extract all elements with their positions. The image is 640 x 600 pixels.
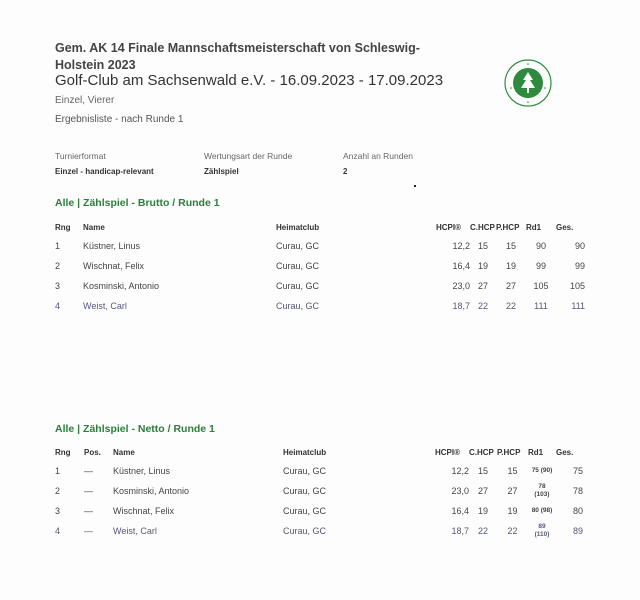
table-row: [55, 481, 583, 501]
total: 89: [572, 526, 583, 536]
table-row: [55, 276, 585, 296]
home-club: Curau, GC: [283, 466, 327, 476]
home-club: Curau, GC: [283, 526, 327, 536]
total: 80: [572, 506, 583, 516]
meta-scoring-label: Wertungsart der Runde: [204, 151, 293, 161]
col-club: Heimatclub: [276, 222, 320, 232]
rd1: [528, 521, 556, 541]
rank: 2: [55, 261, 61, 271]
chcp: 15: [477, 466, 488, 476]
results-subtitle: Ergebnisliste - nach Runde 1: [55, 114, 184, 125]
stray-mark: [414, 185, 416, 187]
home-club: Curau, GC: [276, 261, 320, 271]
position-change: —: [84, 466, 93, 476]
col-rd1: Rd1: [528, 447, 544, 457]
position-change: —: [84, 506, 93, 516]
chcp: 22: [477, 301, 488, 311]
table-row: [55, 521, 583, 541]
phcp: 27: [505, 281, 516, 291]
hcpi: 18,7: [451, 526, 469, 536]
col-rng: Rng: [55, 447, 71, 457]
rd1: 90: [535, 241, 546, 251]
hcpi: 16,4: [452, 261, 470, 271]
player-name: Küstner, Linus: [83, 241, 141, 251]
home-club: Curau, GC: [276, 241, 320, 251]
rd1: [528, 501, 556, 521]
brutto-table: [55, 218, 585, 316]
phcp: 19: [507, 506, 518, 516]
rank: 1: [55, 241, 61, 251]
player-name: Kosminski, Antonio: [113, 486, 190, 496]
table-row: [55, 296, 585, 316]
hcpi: 23,0: [451, 486, 469, 496]
chcp: 22: [477, 526, 488, 536]
meta-format-label: Turnierformat: [55, 151, 106, 161]
rd1: [528, 481, 556, 501]
col-hcpi: HCPI®: [435, 447, 461, 457]
netto-header-row: [55, 443, 583, 461]
home-club: Curau, GC: [283, 486, 327, 496]
position-change: —: [84, 526, 93, 536]
col-hcpi: HCPI®: [436, 222, 462, 232]
rank: 1: [55, 466, 61, 476]
col-ges: Ges.: [556, 222, 574, 232]
player-name: Wischnat, Felix: [83, 261, 145, 271]
hcpi: 16,4: [451, 506, 469, 516]
col-name: Name: [83, 222, 105, 232]
table-row: [55, 256, 585, 276]
position-change: —: [84, 486, 93, 496]
player-name: Küstner, Linus: [113, 466, 171, 476]
rank: 3: [55, 281, 61, 291]
meta-rounds-label: Anzahl an Runden: [343, 151, 413, 161]
netto-section-title: Alle | Zählspiel - Netto / Runde 1: [55, 423, 215, 435]
club-logo-icon: [503, 58, 553, 108]
rank: 4: [55, 526, 61, 536]
hcpi: 12,2: [452, 241, 470, 251]
meta-format-value: Einzel - handicap-relevant: [55, 167, 154, 176]
col-name: Name: [113, 447, 135, 457]
rank: 3: [55, 506, 61, 516]
hcpi: 23,0: [452, 281, 470, 291]
meta-scoring: [204, 151, 292, 176]
chcp: 19: [477, 506, 488, 516]
home-club: Curau, GC: [276, 301, 320, 311]
table-row: [55, 236, 585, 256]
table-row: [55, 501, 583, 521]
rd1: 99: [535, 261, 546, 271]
hcpi: 18,7: [452, 301, 470, 311]
col-chcp: C.HCP: [470, 222, 495, 232]
col-rd1: Rd1: [526, 222, 542, 232]
total: 105: [569, 281, 585, 291]
total: 90: [574, 241, 585, 251]
col-pos: Pos.: [84, 447, 101, 457]
player-name: Weist, Carl: [113, 526, 157, 536]
competition-type: Einzel, Vierer: [55, 95, 115, 106]
rd1-net: 89: [538, 523, 546, 530]
phcp: 27: [507, 486, 518, 496]
rd1-net: 75 (90): [531, 467, 553, 474]
total: 75: [572, 466, 583, 476]
tournament-title: Gem. AK 14 Finale Mannschaftsmeisterschaft von Schleswig-Holstein 2023: [55, 41, 420, 72]
rank: 4: [55, 301, 61, 311]
phcp: 15: [507, 466, 518, 476]
phcp: 15: [505, 241, 516, 251]
col-phcp: P.HCP: [496, 222, 520, 232]
brutto-header-row: [55, 218, 585, 236]
phcp: 22: [507, 526, 518, 536]
chcp: 27: [477, 486, 488, 496]
chcp: 15: [477, 241, 488, 251]
rd1: 111: [534, 301, 548, 311]
rd1-net: 78: [538, 483, 546, 490]
rd1-net: 80 (98): [531, 507, 553, 514]
col-phcp: P.HCP: [497, 447, 521, 457]
hcpi: 12,2: [451, 466, 469, 476]
rd1: 105: [533, 281, 549, 291]
club-and-dates: Golf-Club am Sachsenwald e.V. - 16.09.2023 - 17.09.2023: [55, 72, 444, 89]
col-club: Heimatclub: [283, 447, 327, 457]
home-club: Curau, GC: [283, 506, 327, 516]
rd1: [528, 461, 556, 481]
home-club: Curau, GC: [276, 281, 320, 291]
rank: 2: [55, 486, 61, 496]
phcp: 22: [505, 301, 516, 311]
player-name: Kosminski, Antonio: [83, 281, 160, 291]
table-row: [55, 461, 583, 481]
total: 111: [571, 301, 585, 311]
col-rng: Rng: [55, 222, 71, 232]
chcp: 27: [477, 281, 488, 291]
player-name: Wischnat, Felix: [113, 506, 175, 516]
col-ges: Ges.: [556, 447, 574, 457]
meta-scoring-value: Zählspiel: [204, 167, 239, 176]
meta-format: [55, 151, 154, 176]
total: 99: [574, 261, 585, 271]
rd1-gross: (103): [534, 491, 550, 498]
player-name: Weist, Carl: [83, 301, 127, 311]
meta-rounds-value: 2: [343, 167, 348, 176]
meta-rounds: [343, 151, 413, 176]
col-chcp: C.HCP: [469, 447, 494, 457]
phcp: 19: [505, 261, 516, 271]
total: 78: [572, 486, 583, 496]
netto-table: [55, 443, 583, 541]
brutto-section-title: Alle | Zählspiel - Brutto / Runde 1: [55, 197, 220, 209]
chcp: 19: [477, 261, 488, 271]
rd1-gross: (110): [534, 531, 550, 538]
